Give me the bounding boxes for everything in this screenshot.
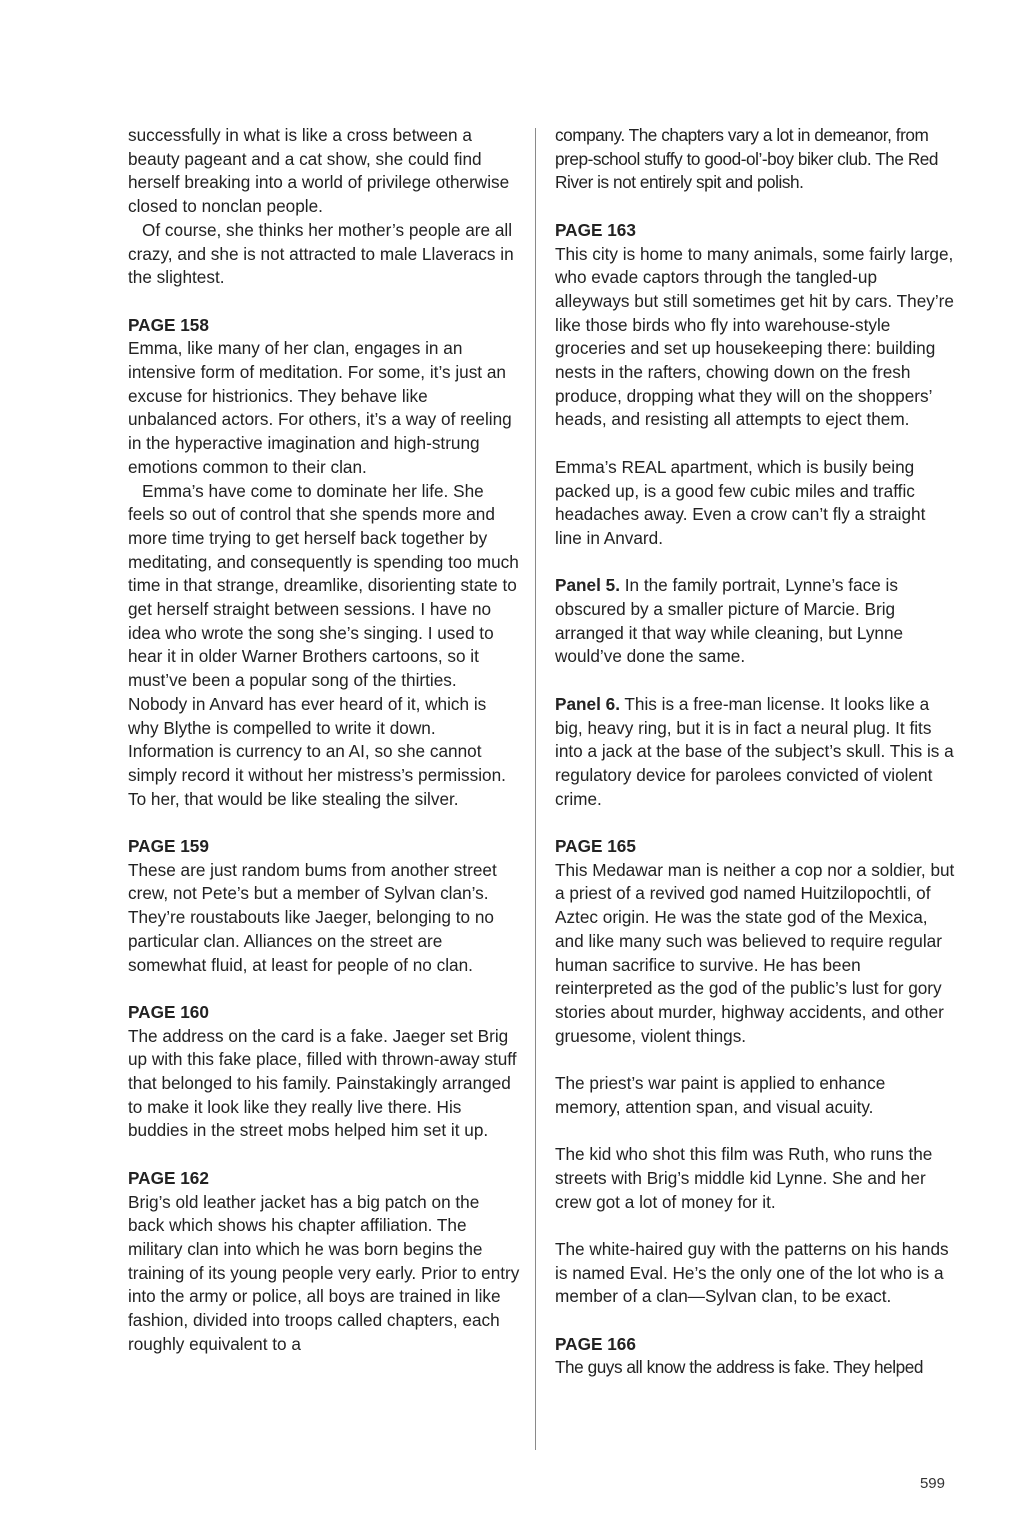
page-165-heading: PAGE 165 (555, 836, 636, 857)
page-160-heading: PAGE 160 (128, 1001, 209, 1022)
left-column (128, 124, 520, 1357)
panel-6-note (555, 693, 955, 812)
page-163-heading: PAGE 163 (555, 219, 636, 240)
page-162-paragraph: Brig’s old leather jacket has a big patch on the back which shows his chapter affiliation. The military clan into which he was born begins the training of its young people very early. Prior to entry into the army or police, all boys are trained in like fashion, divided into troops called chapters, each roughly equivalent to a (128, 1191, 520, 1354)
page-163-paragraph: This city is home to many animals, some fairly large, who evade captors through the tangled-up alleyways but still sometimes get hit by cars. They’re like those birds who fly into warehouse-style groceries and set up housekeeping there: building nests in the rafters, chowing down on the fresh produce, dropping what they will on the shoppers’ heads, and resisting all attempts to eject them. (555, 243, 954, 430)
page-160-paragraph: The address on the card is a fake. Jaeger set Brig up with this fake place, filled with thrown-away stuff that belonged to his family. Painstakingly arranged to make it look like they really live there. His buddies in the street mobs helped him set it up. (128, 1025, 517, 1141)
page-165-paragraph: This Medawar man is neither a cop nor a soldier, but a priest of a revived god named Huitzilopochtli, of Aztec origin. He was the state god of the Mexica, and like many such was believed to require regular human sacrifice to survive. He has been reinterpreted as the god of the public’s lust for gory stories about murder, highway accidents, and other gruesome, violent things. (555, 859, 955, 1046)
page-165-paragraph-4: The white-haired guy with the patterns on his hands is named Eval. He’s the only one of the lot who is a member of a clan—Sylvan clan, to be exact. (555, 1238, 949, 1307)
page-158-heading: PAGE 158 (128, 314, 209, 335)
page-165-paragraph-2: The priest’s war paint is applied to enhance memory, attention span, and visual acuity. (555, 1073, 886, 1117)
continued-paragraph: company. The chapters vary a lot in demeanor, from prep-school stuffy to good-ol’-boy biker club. The Red River is not entirely spit and polish. (555, 125, 939, 193)
panel-5-note (555, 574, 955, 669)
page-158-paragraph: Emma, like many of her clan, engages in an intensive form of meditation. For some, it’s just an excuse for histrionics. They behave like unbalanced actors. For others, it’s a way of reeling in the hyperactive imagination and high-strung emotions common to their clan. (128, 338, 512, 477)
panel-5-text: In the family portrait, Lynne’s face is obscured by a smaller picture of Marcie. Brig arranged it that way while cleaning, but Lynne would’ve done the same. (555, 575, 904, 667)
page-162-heading: PAGE 162 (128, 1167, 209, 1188)
page-165-paragraph-3: The kid who shot this film was Ruth, who runs the streets with Brig’s middle kid Lynne. She and her crew got a lot of money for it. (555, 1144, 933, 1212)
panel-6-text: This is a free-man license. It looks like a big, heavy ring, but it is in fact a neural plug. It fits into a jack at the base of the subject’s skull. This is a regulatory device for parolees convicted of violent crime. (555, 693, 954, 809)
page-166-heading: PAGE 166 (555, 1333, 636, 1354)
panel-5-label: Panel 5. (555, 575, 620, 596)
page-166-paragraph: The guys all know the address is fake. They helped (555, 1357, 923, 1378)
page-163-paragraph-2: Emma’s REAL apartment, which is busily being packed up, is a good few cubic miles and traffic headaches away. Even a crow can’t fly a straight line in Anvard. (555, 456, 926, 548)
right-column (555, 124, 955, 1380)
column-divider (535, 128, 536, 1450)
intro-paragraph: successfully in what is like a cross between a beauty pageant and a cat show, she could find herself breaking into a world of privilege otherwise closed to nonclan people. (128, 125, 510, 217)
page-158-paragraph-2: Emma’s have come to dominate her life. She feels so out of control that she spends more and more time trying to get herself back together by meditating, and consequently is spending too much time in that strange, dreamlike, disorienting state to get herself straight between sessions. I have no idea who wrote the song she’s singing. I used to hear it in older Warner Brothers cartoons, so it must’ve been a popular song of the thirties. Nobody in Anvard has ever heard of it, which is why Blythe is compelled to write it down. Information is currency to an AI, so she cannot simply record it without her mistress’s permission. To her, that would be like stealing the silver. (128, 480, 519, 809)
page-159-paragraph: These are just random bums from another street crew, not Pete’s but a member of Sylvan clan’s. They’re roustabouts like Jaeger, belonging to no particular clan. Alliances on the street are somewhat fluid, at least for people of no clan. (128, 859, 497, 975)
intro-paragraph-2: Of course, she thinks her mother’s people are all crazy, and she is not attracted to male Llaveracs in the slightest. (128, 219, 514, 288)
page-number: 599 (919, 1475, 945, 1492)
page-159-heading: PAGE 159 (128, 836, 209, 857)
panel-6-label: Panel 6. (555, 693, 620, 714)
